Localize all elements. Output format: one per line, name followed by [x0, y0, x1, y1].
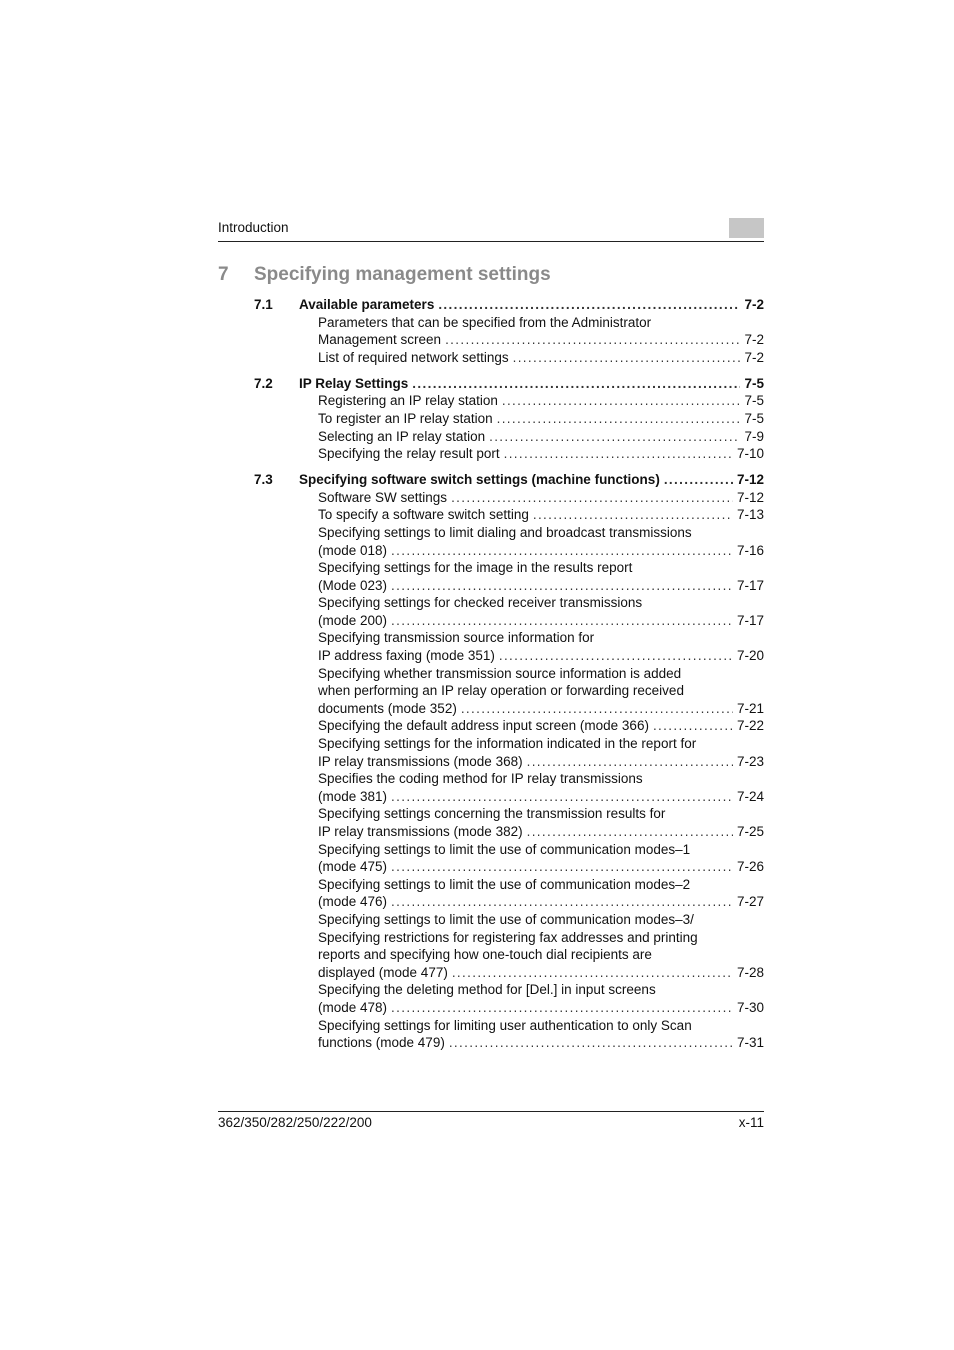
toc-entry-line: [318, 805, 764, 823]
dot-leader: [391, 612, 733, 630]
entry-text: Specifying settings to limit the use of communication modes–1: [318, 841, 691, 857]
dot-leader: [391, 893, 733, 911]
entry-page: 7-31: [736, 1035, 764, 1051]
entry-text: Specifying settings to limit the use of communication modes–2: [318, 876, 691, 892]
toc-entry-line: [318, 314, 764, 332]
section-title: Available parameters: [299, 297, 435, 312]
toc-entry-last-line: [318, 1034, 764, 1052]
toc-entry-last-line: [318, 331, 764, 349]
toc-entry-line: [318, 911, 764, 929]
entry-text: Parameters that can be specified from the Administrator: [318, 314, 652, 330]
dot-leader: [412, 375, 740, 393]
entry-text: To specify a software switch setting: [318, 507, 529, 523]
entry-text: displayed (mode 477): [318, 964, 448, 980]
entry-text: Specifying settings to limit dialing and broadcast transmissions: [318, 524, 692, 540]
entry-text: Specifying transmission source information for: [318, 630, 595, 646]
toc-entry-last-line: [318, 489, 764, 507]
toc-entry-last-line: [318, 612, 764, 630]
entry-text: Specifying settings for checked receiver transmissions: [318, 595, 643, 611]
entry-text: (mode 476): [318, 894, 388, 910]
header-divider: [218, 241, 764, 242]
toc-section: [254, 296, 764, 366]
entry-text: Specifying whether transmission source information is added: [318, 665, 682, 681]
dot-leader: [533, 506, 733, 524]
toc-entry-last-line: [318, 445, 764, 463]
entry-text: Specifying settings concerning the transmission results for: [318, 806, 666, 822]
dot-leader: [502, 392, 741, 410]
entry-text: Specifying settings to limit the use of communication modes–3/: [318, 911, 694, 927]
entry-text: IP address faxing (mode 351): [318, 648, 495, 664]
toc-entry-last-line: [318, 428, 764, 446]
entry-text: Specifies the coding method for IP relay transmissions: [318, 771, 643, 787]
entry-text: (mode 018): [318, 542, 388, 558]
entry-text: documents (mode 352): [318, 700, 457, 716]
entry-text: Registering an IP relay station: [318, 393, 498, 409]
entry-page: 7-17: [736, 577, 764, 593]
entry-page: 7-5: [744, 410, 764, 426]
toc-entry[interactable]: [318, 314, 764, 349]
dot-leader: [664, 471, 733, 489]
entry-text: Specifying the deleting method for [Del.] in input screens: [318, 982, 656, 998]
entry-page: 7-25: [736, 824, 764, 839]
footer-page-number: x-11: [738, 1115, 764, 1130]
toc-entry[interactable]: [318, 445, 764, 463]
entry-text: functions (mode 479): [318, 1035, 445, 1051]
dot-leader: [391, 542, 733, 560]
chapter-number: 7: [218, 264, 229, 285]
toc-entry-line: [318, 629, 764, 647]
entry-text: Management screen: [318, 332, 442, 348]
toc-entry[interactable]: [318, 428, 764, 446]
toc-entries: [318, 314, 764, 367]
toc-entry-line: [318, 559, 764, 577]
toc-entry-line: [318, 981, 764, 999]
section-number: 7.2: [254, 375, 273, 391]
toc-section-heading[interactable]: [254, 471, 764, 489]
toc-entry-last-line: [318, 392, 764, 410]
entry-page: 7-17: [736, 612, 764, 628]
entry-page: 7-20: [736, 648, 764, 664]
toc-entry-line: [318, 594, 764, 612]
chapter-title: Specifying management settings: [254, 264, 551, 285]
section-page: 7-5: [744, 375, 764, 391]
toc-entry[interactable]: [318, 981, 764, 1016]
table-of-contents: [254, 296, 764, 1060]
toc-entry-last-line: [318, 964, 764, 982]
entry-text: (mode 475): [318, 859, 388, 875]
toc-entry[interactable]: [318, 665, 764, 718]
entry-page: 7-2: [744, 332, 764, 348]
entry-page: 7-24: [736, 788, 764, 804]
dot-leader: [499, 647, 733, 665]
entry-text: Specifying settings for limiting user authentication to only Scan: [318, 1017, 692, 1033]
toc-entry[interactable]: [318, 506, 764, 524]
toc-entry-line: [318, 876, 764, 894]
toc-entry-last-line: [318, 647, 764, 665]
toc-entry[interactable]: [318, 841, 764, 876]
toc-entry-last-line: [318, 753, 764, 771]
dot-leader: [489, 428, 740, 446]
toc-entries: [318, 489, 764, 1052]
dot-leader: [497, 410, 741, 428]
toc-entry-last-line: [318, 577, 764, 595]
section-number: 7.1: [254, 297, 273, 312]
toc-entry[interactable]: [318, 876, 764, 911]
toc-entry-line: [318, 929, 764, 947]
entry-text: Specifying settings for the information indicated in the report for: [318, 736, 697, 752]
entry-text: Specifying the default address input screen (mode 366): [318, 718, 649, 734]
entry-page: 7-28: [736, 964, 764, 980]
section-page: 7-12: [736, 472, 764, 488]
entry-text: when performing an IP relay operation or forwarding received: [318, 683, 684, 699]
dot-leader: [449, 1034, 733, 1052]
toc-entry[interactable]: [318, 735, 764, 770]
dot-leader: [391, 577, 733, 595]
entry-text: (mode 478): [318, 999, 388, 1015]
toc-entry[interactable]: [318, 1017, 764, 1052]
entry-page: 7-23: [736, 753, 764, 769]
dot-leader: [653, 717, 733, 735]
toc-entry[interactable]: [318, 594, 764, 629]
entry-page: 7-5: [744, 393, 764, 409]
dot-leader: [452, 964, 733, 982]
entry-text: List of required network settings: [318, 349, 509, 365]
toc-entry-last-line: [318, 542, 764, 560]
entry-text: Specifying restrictions for registering fax addresses and printing: [318, 929, 698, 945]
footer-model: 362/350/282/250/222/200: [218, 1115, 372, 1130]
toc-entry-last-line: [318, 858, 764, 876]
toc-entry-line: [318, 665, 764, 683]
dot-leader: [391, 999, 733, 1017]
toc-entry-line: [318, 1017, 764, 1035]
section-page: 7-2: [744, 297, 764, 312]
toc-entry[interactable]: [318, 349, 764, 367]
dot-leader: [438, 296, 740, 314]
entry-page: 7-26: [736, 859, 764, 875]
entry-page: 7-12: [736, 489, 764, 505]
header-tab-marker: [729, 218, 764, 238]
toc-entry[interactable]: [318, 559, 764, 594]
dot-leader: [513, 349, 741, 367]
dot-leader: [391, 858, 733, 876]
toc-entry-line: [318, 682, 764, 700]
entry-page: 7-30: [736, 999, 764, 1015]
toc-entry-line: [318, 735, 764, 753]
entry-text: Specifying the relay result port: [318, 446, 500, 462]
toc-entry[interactable]: [318, 489, 764, 507]
toc-entry-last-line: [318, 788, 764, 806]
toc-entry[interactable]: [318, 392, 764, 410]
entry-text: (mode 381): [318, 788, 388, 804]
toc-entry[interactable]: [318, 717, 764, 735]
entry-page: 7-2: [744, 349, 764, 365]
toc-entry[interactable]: [318, 805, 764, 840]
toc-entry[interactable]: [318, 410, 764, 428]
dot-leader: [445, 331, 740, 349]
toc-entry-line: [318, 770, 764, 788]
entry-text: (mode 200): [318, 612, 388, 628]
section-number: 7.3: [254, 472, 273, 488]
entry-page: 7-13: [736, 507, 764, 523]
header-title: Introduction: [218, 220, 289, 235]
entry-text: reports and specifying how one-touch dial recipients are: [318, 947, 652, 963]
toc-entries: [318, 392, 764, 462]
dot-leader: [451, 489, 733, 507]
toc-section: [254, 471, 764, 1052]
dot-leader: [527, 753, 733, 771]
entry-page: 7-27: [736, 894, 764, 910]
toc-entry-line: [318, 841, 764, 859]
entry-page: 7-21: [736, 700, 764, 716]
toc-section-heading[interactable]: [254, 375, 764, 393]
toc-entry-last-line: [318, 823, 764, 841]
entry-text: (Mode 023): [318, 577, 388, 593]
entry-text: IP relay transmissions (mode 382): [318, 824, 523, 839]
toc-entry-last-line: [318, 410, 764, 428]
entry-text: To register an IP relay station: [318, 410, 493, 426]
dot-leader: [391, 788, 733, 806]
toc-entry-line: [318, 946, 764, 964]
footer-divider: [218, 1111, 764, 1112]
toc-entry[interactable]: [318, 911, 764, 981]
toc-entry[interactable]: [318, 770, 764, 805]
toc-entry-last-line: [318, 717, 764, 735]
entry-text: Software SW settings: [318, 489, 448, 505]
entry-page: 7-10: [736, 446, 764, 462]
entry-text: Selecting an IP relay station: [318, 428, 486, 444]
dot-leader: [461, 700, 733, 718]
section-title: Specifying software switch settings (machine functions): [299, 472, 660, 488]
section-title: IP Relay Settings: [299, 375, 409, 391]
entry-text: Specifying settings for the image in the results report: [318, 560, 633, 576]
toc-entry-last-line: [318, 700, 764, 718]
toc-entry[interactable]: [318, 524, 764, 559]
toc-section-heading[interactable]: [254, 296, 764, 314]
toc-entry-last-line: [318, 506, 764, 524]
entry-page: 7-22: [736, 718, 764, 734]
toc-entry-last-line: [318, 349, 764, 367]
toc-entry-last-line: [318, 893, 764, 911]
entry-page: 7-9: [744, 428, 764, 444]
dot-leader: [527, 823, 733, 841]
dot-leader: [504, 445, 733, 463]
entry-text: IP relay transmissions (mode 368): [318, 753, 523, 769]
entry-page: 7-16: [736, 542, 764, 558]
toc-entry-line: [318, 524, 764, 542]
toc-section: [254, 375, 764, 463]
toc-entry-last-line: [318, 999, 764, 1017]
toc-entry[interactable]: [318, 629, 764, 664]
